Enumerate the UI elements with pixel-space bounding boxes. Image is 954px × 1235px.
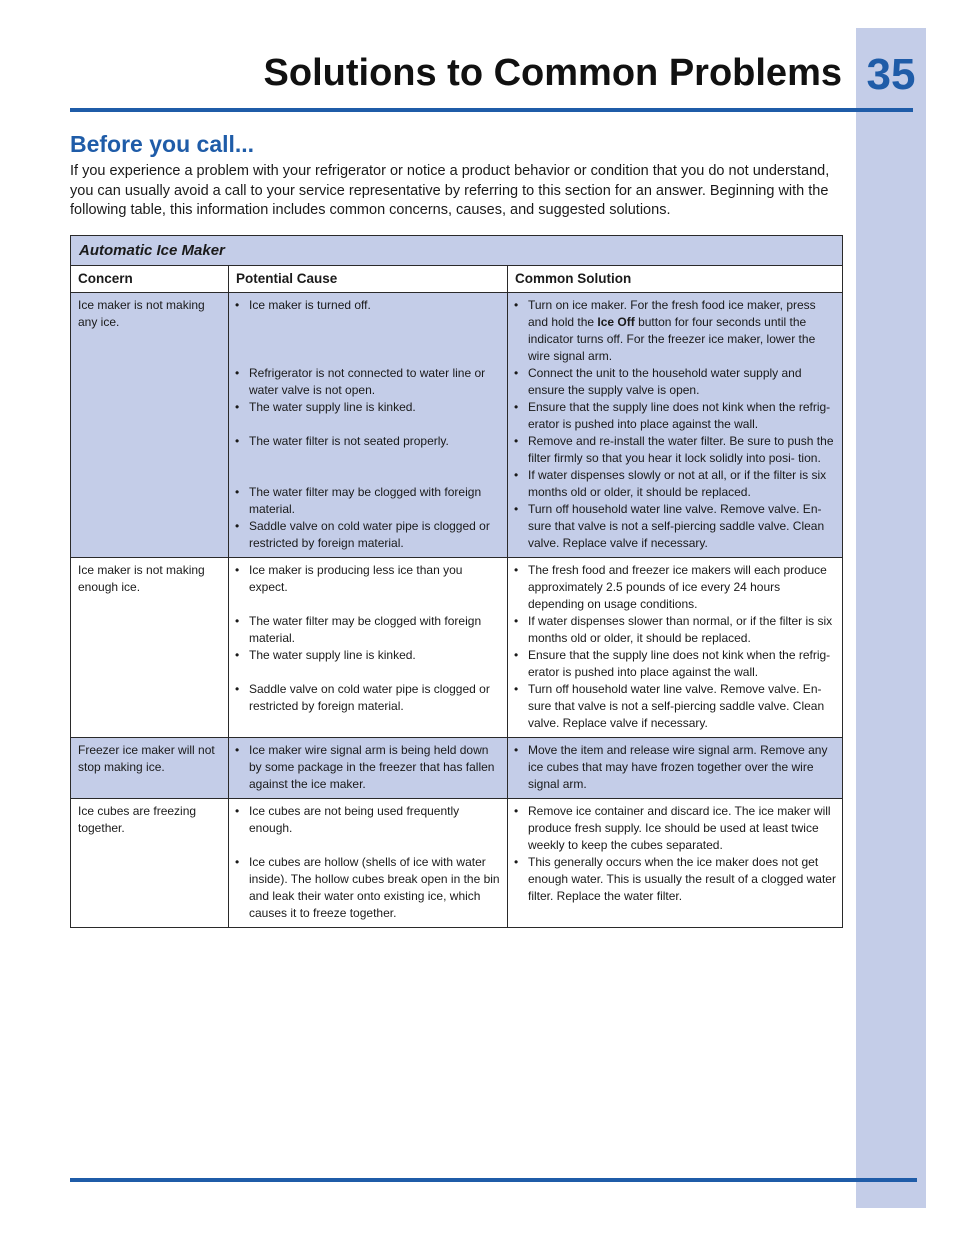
solution-cell (508, 293, 843, 558)
solution-list (514, 803, 836, 905)
cause-item: • Ice maker is producing less ice than you expect. (235, 562, 501, 613)
solution-cell (508, 799, 843, 928)
table-row (71, 799, 843, 928)
solution-item: • Remove and re-install the water filter. Be sure to push the filter firmly so that you hear it lock solidly into posi- tion. (514, 433, 836, 467)
cause-cell (229, 558, 508, 738)
cause-item: • The water supply line is kinked. (235, 399, 501, 433)
side-tab (856, 28, 926, 1208)
cause-list (235, 297, 501, 552)
solution-item: • If water dispenses slower than normal, or if the filter is six months old or older, it should be replaced. (514, 613, 836, 647)
concern-cell: Ice maker is not making enough ice. (71, 558, 229, 738)
ice-off-button-label: Ice Off (597, 315, 635, 329)
column-header: Concern (71, 266, 229, 293)
cause-list (235, 562, 501, 715)
solution-item: • Ensure that the supply line does not kink when the refrig- erator is pushed into place against the wall. (514, 647, 836, 681)
solution-list (514, 297, 836, 552)
cause-cell (229, 738, 508, 799)
table-title: Automatic Ice Maker (71, 236, 843, 266)
cause-cell (229, 799, 508, 928)
table-row (71, 738, 843, 799)
ice-maker-table (70, 235, 843, 928)
column-header: Common Solution (508, 266, 843, 293)
cause-item: • Ice cubes are hollow (shells of ice with water inside). The hollow cubes break open in the bin and leak their water onto existing ice, which causes it to freeze together. (235, 854, 501, 922)
solution-item: • Turn off household water line valve. Remove valve. En- sure that valve is not a self-piercing saddle valve. Clean valve. Replace valve if necessary. (514, 501, 836, 552)
cause-item: • The water filter may be clogged with foreign material. (235, 484, 501, 518)
solution-list (514, 562, 836, 732)
cause-item: • The water filter is not seated properly. (235, 433, 501, 484)
solution-item: • Ensure that the supply line does not kink when the refrig- erator is pushed into place against the wall. (514, 399, 836, 433)
cause-item: • Saddle valve on cold water pipe is clogged or restricted by foreign material. (235, 518, 501, 552)
solution-item: • If water dispenses slowly or not at all, or if the filter is six months old or older, it should be replaced. (514, 467, 836, 501)
solution-text: button for four seconds until the indicator turns off. For the freezer ice maker, lower the wire signal arm. (528, 315, 816, 363)
solution-list (514, 742, 836, 793)
table-header-row (71, 266, 843, 293)
solution-cell (508, 738, 843, 799)
solution-item: • This generally occurs when the ice maker does not get enough water. This is usually the result of a clogged water filter. Replace the water filter. (514, 854, 836, 905)
cause-item: • Refrigerator is not connected to water line or water valve is not open. (235, 365, 501, 399)
top-divider (70, 108, 913, 112)
solution-item: • The fresh food and freezer ice makers will each produce approximately 2.5 pounds of ice every 24 hours depending on usage conditions. (514, 562, 836, 613)
solution-text: Turn on ice maker. For the fresh food ice maker, press and hold the (528, 298, 816, 329)
cause-item: • Saddle valve on cold water pipe is clogged or restricted by foreign material. (235, 681, 501, 715)
column-header: Potential Cause (229, 266, 508, 293)
cause-item: • Ice maker wire signal arm is being held down by some package in the freezer that has fallen against the ice maker. (235, 742, 501, 793)
table-row (71, 558, 843, 738)
bottom-divider (70, 1178, 917, 1182)
table-row (71, 293, 843, 558)
solution-item: • Move the item and release wire signal arm. Remove any ice cubes that may have frozen together over the wire signal arm. (514, 742, 836, 793)
cause-item: • The water supply line is kinked. (235, 647, 501, 681)
solution-item: • Remove ice container and discard ice. The ice maker will produce fresh supply. Ice should be used at least twice weekly to keep the cubes separated. (514, 803, 836, 854)
page-number: 35 (866, 50, 916, 99)
solution-cell (508, 558, 843, 738)
cause-list (235, 742, 501, 793)
intro-paragraph: If you experience a problem with your refrigerator or notice a product behavior or condition that you do not understand, you can usually avoid a call to your service representative by referring to this section for an answer. Beginning with the following table, this information includes common concerns, causes, and suggested solutions. (70, 163, 830, 218)
cause-item: • Ice cubes are not being used frequently enough. (235, 803, 501, 854)
cause-cell (229, 293, 508, 558)
cause-list (235, 803, 501, 922)
concern-cell: Freezer ice maker will not stop making ice. (71, 738, 229, 799)
solution-item: • Connect the unit to the household water supply and ensure the supply valve is open. (514, 365, 836, 399)
concern-cell: Ice cubes are freezing together. (71, 799, 229, 928)
solution-item: • Turn off household water line valve. Remove valve. En- sure that valve is not a self-piercing saddle valve. Clean valve. Replace valve if necessary. (514, 681, 836, 732)
solution-item (514, 297, 836, 365)
section-heading: Before you call... (70, 131, 255, 157)
page-title: Solutions to Common Problems (263, 52, 842, 94)
cause-item: • The water filter may be clogged with foreign material. (235, 613, 501, 647)
cause-item: • Ice maker is turned off. (235, 297, 501, 365)
concern-cell: Ice maker is not making any ice. (71, 293, 229, 558)
